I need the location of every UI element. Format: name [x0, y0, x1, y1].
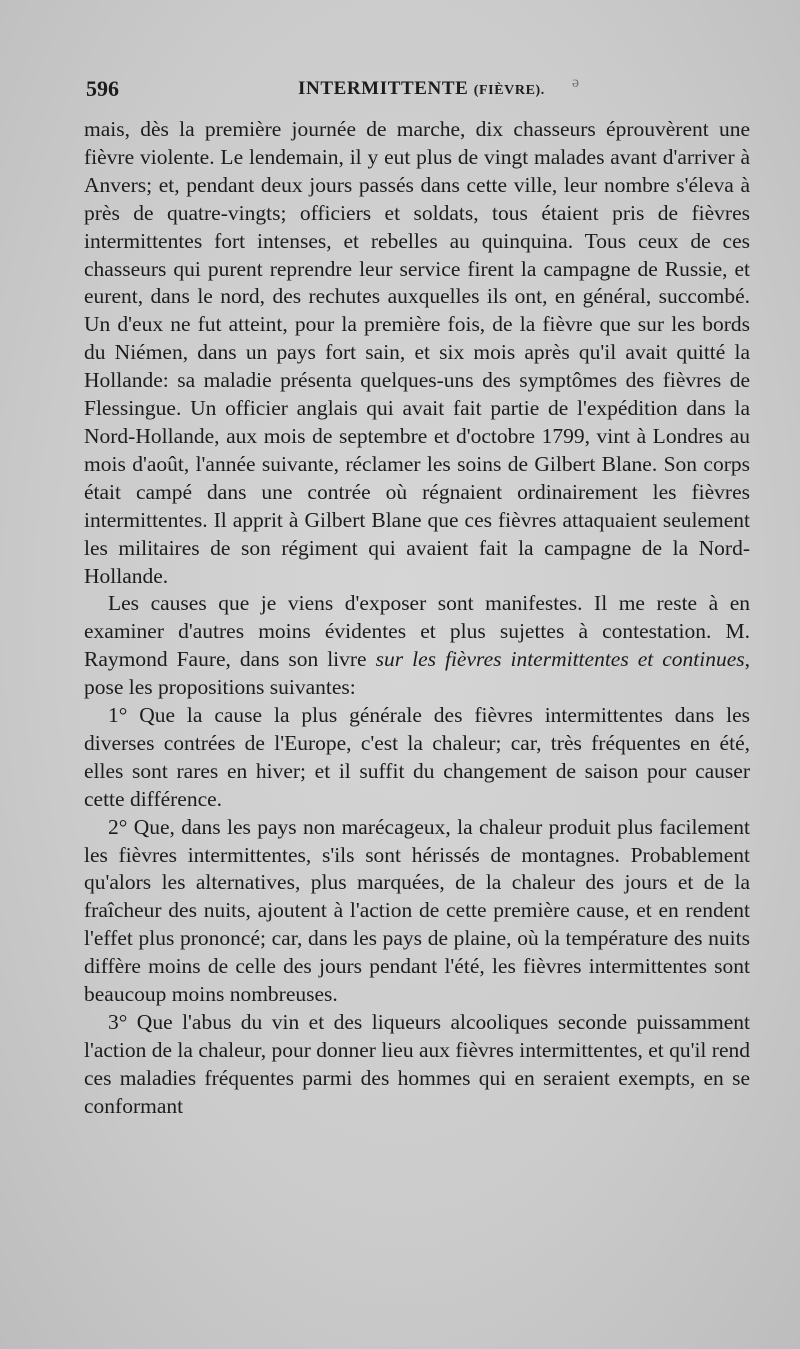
paragraph-2-text-a: Les causes que je viens d'exposer sont manifestes. Il me reste à en examiner d'autres moins évidentes et plus sujettes à contestation. M. Raymond Faure, dans son livre — [84, 591, 750, 672]
page-number: 596 — [86, 76, 119, 101]
running-title-sub: (FIÈVRE). — [473, 83, 545, 98]
running-title-main: INTERMITTENTE — [298, 78, 469, 99]
paragraph-2-text-b: , pose les propositions suivantes: — [84, 647, 750, 700]
proposition-1: 1° Que la cause la plus générale des fièvres intermittentes dans les diverses contrées de l'Europe, c'est la chaleur; car, très fréquentes en été, elles sont rares en hiver; et il suffit du changement de saison pour causer cette différence. — [84, 703, 750, 811]
proposition-2: 2° Que, dans les pays non marécageux, la chaleur produit plus facilement les fièvres intermittentes, s'ils sont hérissés de montagnes. Probablement qu'alors les alternatives, plus marquées, de la chaleur des jours et de la fraîcheur des nuits, ajoutent à l'action de cette première cause, et en rendent l'effet plus prononcé; car, dans les pays de plaine, où la température des nuits diffère moins de celle des jours pendant l'été, les fièvres intermittentes sont beaucoup moins nombreuses. — [84, 814, 750, 1007]
running-header — [86, 76, 750, 106]
body-text — [84, 116, 750, 1121]
paragraph-2 — [84, 590, 750, 702]
running-title — [298, 78, 545, 100]
book-title-italic: sur les fièvres intermittentes et continues — [375, 647, 745, 672]
paragraph-1: mais, dès la première journée de marche, dix chasseurs éprouvèrent une fièvre violente. Le lendemain, il y eut plus de vingt malades avant d'arriver à Anvers; et, pendant deux jours passés dans cette ville, leur nombre s'éleva à près de quatre-vingts; officiers et soldats, tous étaient pris de fièvres intermittentes fort intenses, et rebelles au quinquina. Tous ceux de ces chasseurs qui purent reprendre leur service firent la campagne de Russie, et eurent, dans le nord, des rechutes auxquelles ils ont, en général, succombé. Un d'eux ne fut atteint, pour la première fois, de la fièvre que sur les bords du Niémen, dans un pays fort sain, et six mois après qu'il avait quitté la Hollande: sa maladie présenta quelques-uns des symptômes des fièvres de Flessingue. Un officier anglais qui avait fait partie de l'expédition dans la Nord-Hollande, aux mois de septembre et d'octobre 1799, vint à Londres au mois d'août, l'année suivante, réclamer les soins de Gilbert Blane. Son corps était campé dans une contrée où régnaient ordinairement les fièvres intermittentes. Il apprit à Gilbert Blane que ces fièvres attaquaient seulement les militaires de son régiment qui avaient fait la campagne de la Nord-Hollande. — [84, 117, 750, 588]
margin-mark: ə — [572, 74, 580, 91]
proposition-3: 3° Que l'abus du vin et des liqueurs alcooliques seconde puissamment l'action de la chaleur, pour donner lieu aux fièvres intermittentes, et qu'il rend ces maladies fréquentes parmi des hommes qui en seraient exempts, en se conformant — [84, 1010, 750, 1118]
